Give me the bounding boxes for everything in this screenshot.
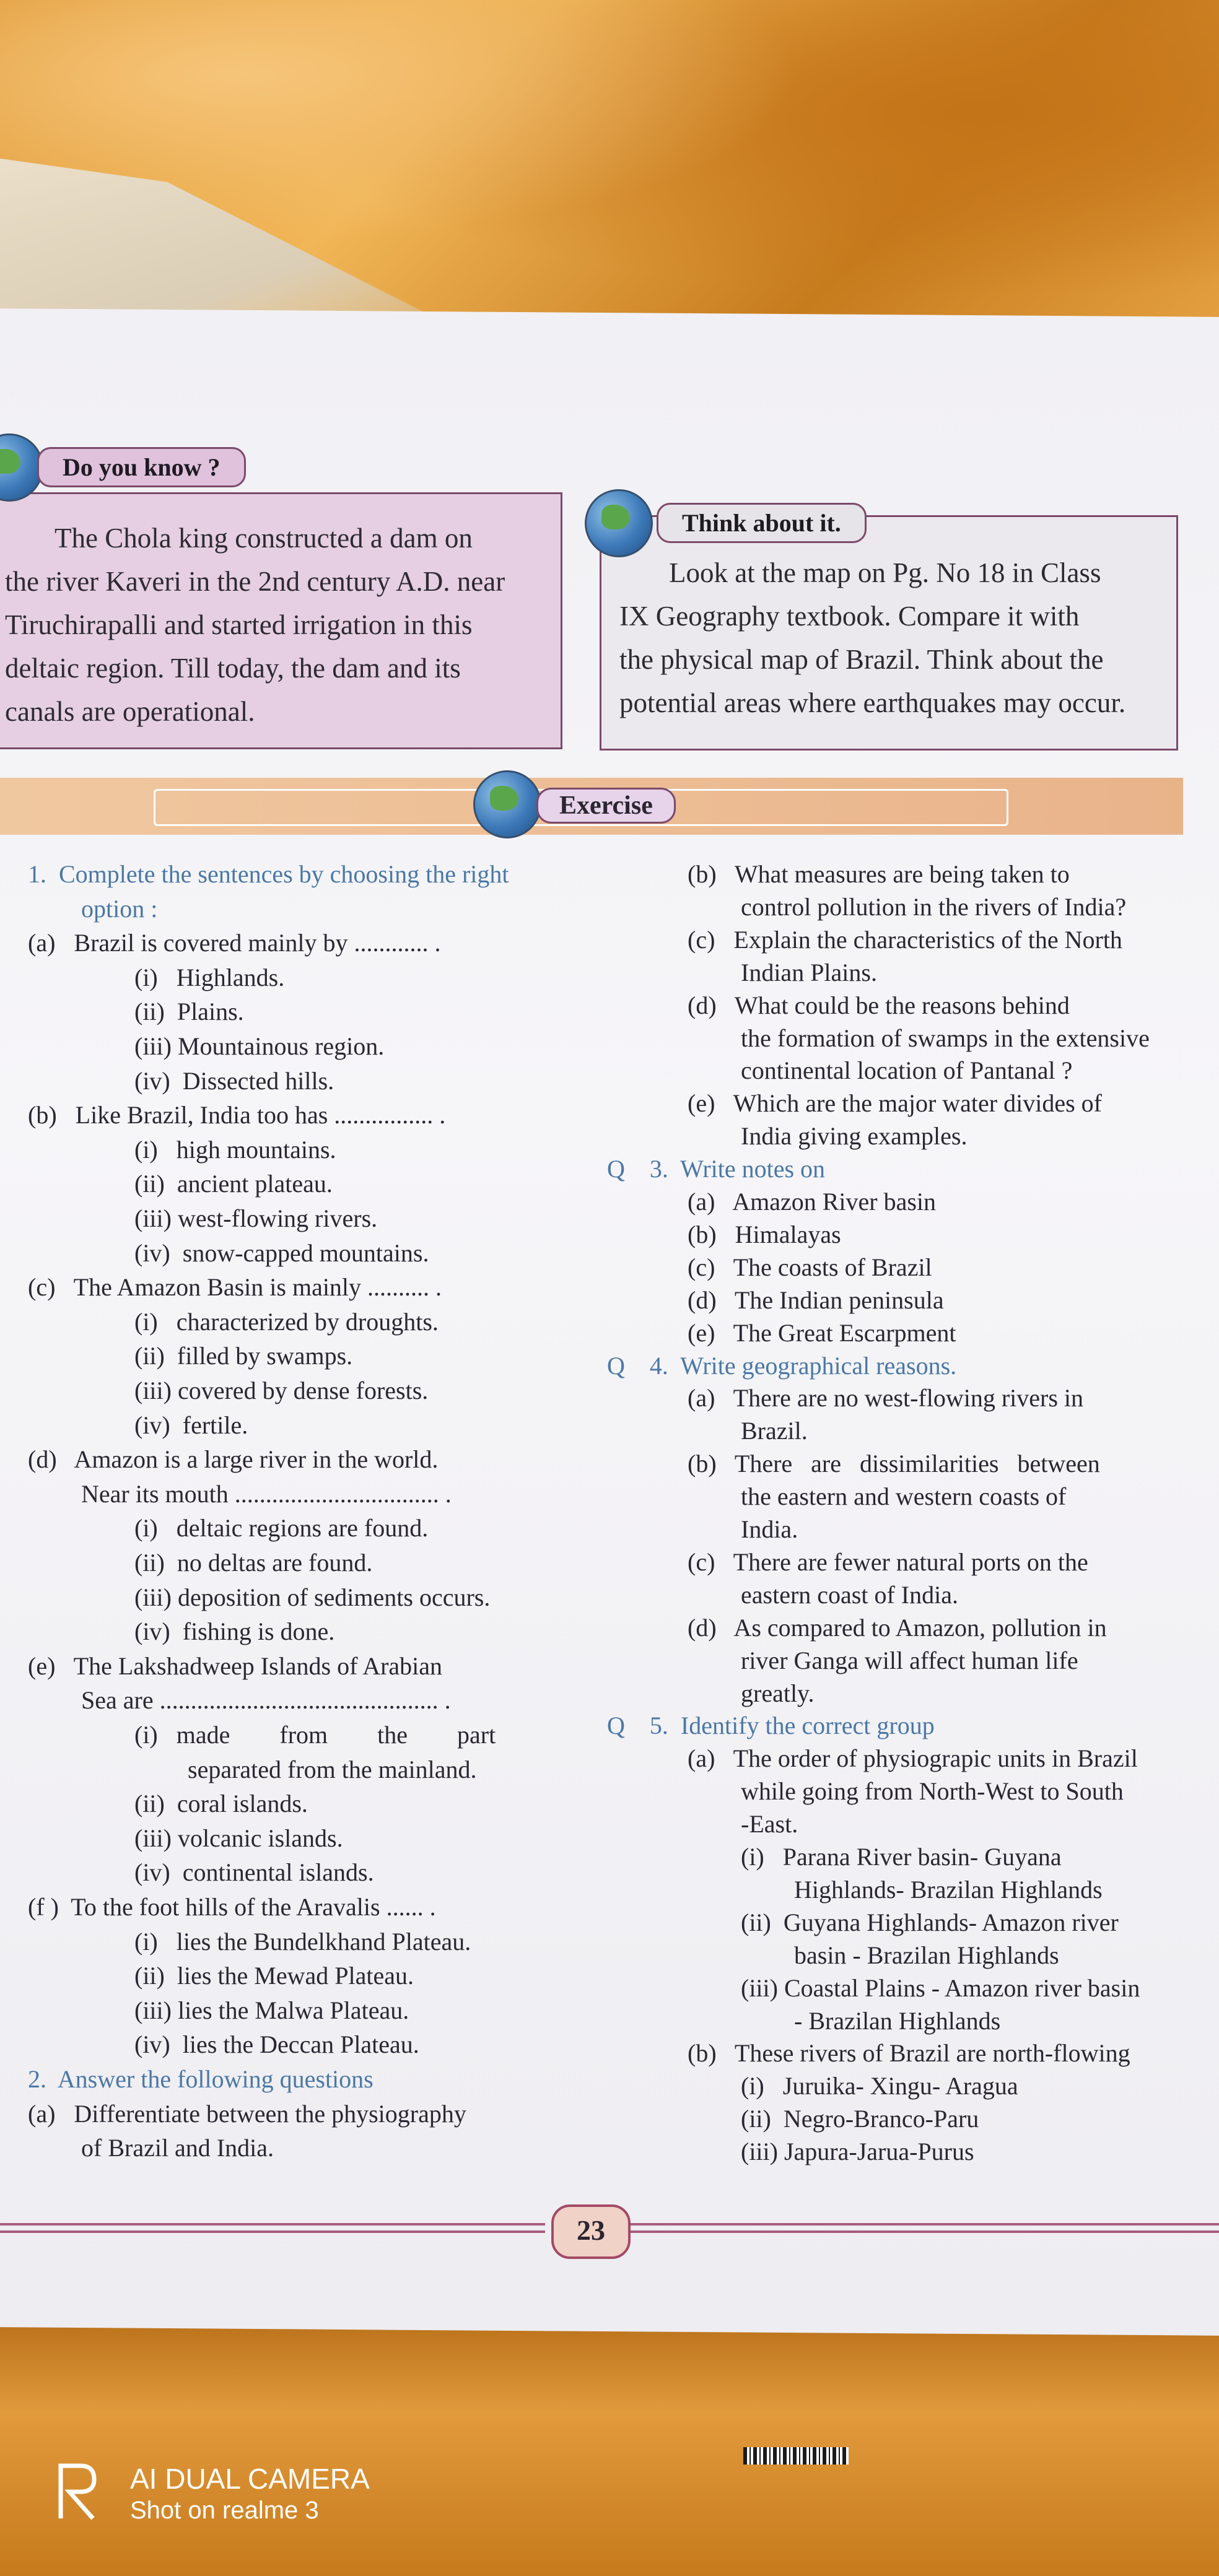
barcode-sticker: [743, 2447, 849, 2465]
footer-rule-left: [0, 2223, 545, 2226]
do-you-know-title: Do you know ?: [37, 447, 246, 487]
question-line: eastern coast of India.: [741, 1580, 958, 1609]
question-line: while going from North-West to South: [741, 1777, 1124, 1806]
question-line: -East.: [741, 1810, 798, 1838]
question-line: (i) high mountains.: [134, 1135, 336, 1164]
question-line: the eastern and western coasts of: [741, 1482, 1067, 1511]
box-text-line: IX Geography textbook. Compare it with: [619, 601, 1080, 632]
footer-rule-left-2: [0, 2230, 545, 2233]
question-line: continental location of Pantanal ?: [741, 1056, 1073, 1085]
box-text-line: Look at the map on Pg. No 18 in Class: [669, 557, 1101, 588]
question-line: (iv) fertile.: [134, 1411, 248, 1439]
question-line: (i) Parana River basin- Guyana: [741, 1843, 1062, 1871]
question-line: (d) Amazon is a large river in the world.: [28, 1445, 439, 1474]
question-line: (i) Juruika- Xingu- Aragua: [741, 2072, 1018, 2100]
question-line: (a) Differentiate between the physiography: [28, 2099, 466, 2128]
question-line: (iv) continental islands.: [134, 1858, 374, 1887]
question-line: river Ganga will affect human life: [741, 1646, 1078, 1674]
question-line: (i) Highlands.: [134, 963, 285, 991]
question-heading: 2. Answer the following questions: [28, 2065, 374, 2093]
question-line: (e) The Lakshadweep Islands of Arabian: [28, 1651, 443, 1680]
realme-logo-icon: [56, 2460, 99, 2522]
question-line: Near its mouth ................................. .: [81, 1479, 452, 1508]
question-line: (iii) covered by dense forests.: [134, 1377, 429, 1404]
question-line: (i) deltaic regions are found.: [134, 1514, 429, 1543]
question-line: Indian Plains.: [741, 958, 877, 986]
box-text-line: The Chola king constructed a dam on: [55, 523, 473, 554]
question-line: (iv) snow-capped mountains.: [134, 1238, 429, 1267]
watermark-device: Shot on realme 3: [130, 2497, 319, 2524]
question-line: (iii) west-flowing rivers.: [134, 1204, 378, 1232]
question-line: Highlands- Brazilan Highlands: [794, 1875, 1103, 1904]
question-line: (b) Like Brazil, India too has ................ .: [28, 1101, 446, 1129]
question-line: basin - Brazilan Highlands: [794, 1941, 1059, 1969]
question-line: (i) made from the part: [134, 1721, 496, 1749]
question-line: (iv) Dissected hills.: [134, 1066, 334, 1095]
question-line: (iii) Coastal Plains - Amazon river basin: [741, 1973, 1140, 2002]
globe-reading-icon: [473, 770, 541, 838]
question-line: the formation of swamps in the extensive: [741, 1024, 1150, 1052]
question-line: (ii) Negro-Branco-Paru: [741, 2105, 979, 2133]
question-line: (ii) Guyana Highlands- Amazon river: [741, 1908, 1119, 1936]
question-line: (ii) coral islands.: [134, 1790, 308, 1818]
watermark-camera: AI DUAL CAMERA: [130, 2463, 370, 2495]
question-line: (iii) Mountainous region.: [134, 1032, 385, 1060]
page-number: 23: [551, 2204, 631, 2259]
question-line: (ii) Plains.: [134, 998, 244, 1026]
question-line: (d) As compared to Amazon, pollution in: [688, 1613, 1107, 1642]
footer-rule-right: [631, 2223, 1219, 2226]
question-heading: Q 5. Identify the correct group: [607, 1712, 935, 1740]
question-line: (iii) Japura-Jarua-Purus: [741, 2138, 974, 2166]
do-you-know-text: [5, 516, 550, 733]
question-line: India.: [741, 1515, 798, 1543]
question-line: (a) Brazil is covered mainly by ............ .: [28, 929, 441, 957]
question-line: (iv) fishing is done.: [134, 1617, 335, 1646]
question-line: (a) There are no west-flowing rivers in: [688, 1384, 1084, 1412]
question-line: Brazil.: [741, 1417, 808, 1445]
question-line: (i) characterized by droughts.: [134, 1307, 439, 1336]
box-text-line: Tiruchirapalli and started irrigation in this: [5, 609, 473, 640]
question-line: - Brazilan Highlands: [794, 2006, 1001, 2035]
question-line: Sea are ............................................. .: [81, 1686, 451, 1715]
question-line: (e) The Great Escarpment: [688, 1318, 956, 1347]
question-heading: Q 4. Write geographical reasons.: [607, 1351, 957, 1380]
question-line: (iii) volcanic islands.: [134, 1824, 343, 1852]
question-line: India giving examples.: [741, 1122, 968, 1151]
question-line: (c) The coasts of Brazil: [688, 1253, 932, 1281]
think-about-it-title: Think about it.: [657, 503, 867, 543]
question-line: (a) The order of physiograpic units in Brazil: [688, 1744, 1138, 1773]
question-line: (d) What could be the reasons behind: [688, 991, 1070, 1019]
question-line: (i) lies the Bundelkhand Plateau.: [134, 1927, 471, 1956]
box-text-line: canals are operational.: [5, 696, 255, 727]
question-line: greatly.: [741, 1679, 815, 1707]
question-line: control pollution in the rivers of India?: [741, 892, 1127, 921]
question-line: (b) What measures are being taken to: [688, 860, 1070, 888]
question-line: (e) Which are the major water divides of: [688, 1089, 1102, 1118]
think-about-it-text: [619, 551, 1171, 724]
question-line: (c) The Amazon Basin is mainly .......... .: [28, 1273, 442, 1302]
question-line: (c) Explain the characteristics of the North: [688, 925, 1122, 954]
question-line: (b) Himalayas: [688, 1220, 841, 1248]
question-line: (b) There are dissimilarities between: [688, 1450, 1100, 1478]
globe-thinking-icon: [585, 489, 653, 557]
question-line: (ii) ancient plateau.: [134, 1170, 333, 1198]
background-table: [0, 2304, 1219, 2576]
question-heading: option :: [81, 894, 158, 923]
question-line: (ii) filled by swamps.: [134, 1342, 353, 1370]
exercise-title: Exercise: [536, 788, 676, 824]
question-line: of Brazil and India.: [81, 2134, 274, 2162]
question-line: (ii) no deltas are found.: [134, 1549, 373, 1577]
question-line: (iii) deposition of sediments occurs.: [134, 1583, 491, 1611]
box-text-line: potential areas where earthquakes may occur.: [619, 687, 1126, 718]
question-line: (c) There are fewer natural ports on the: [688, 1547, 1088, 1576]
box-text-line: deltaic region. Till today, the dam and its: [5, 653, 461, 684]
question-line: (iv) lies the Deccan Plateau.: [134, 2030, 419, 2059]
footer-rule-right-2: [631, 2230, 1219, 2233]
question-heading: Q 3. Write notes on: [607, 1155, 826, 1183]
question-line: (d) The Indian peninsula: [688, 1286, 944, 1314]
question-line: (iii) lies the Malwa Plateau.: [134, 1996, 409, 2024]
question-line: (a) Amazon River basin: [688, 1188, 936, 1216]
question-line: separated from the mainland.: [188, 1755, 477, 1783]
question-line: (f ) To the foot hills of the Aravalis ...... .: [28, 1893, 436, 1921]
question-line: (b) These rivers of Brazil are north-flowing: [688, 2039, 1130, 2068]
box-text-line: the physical map of Brazil. Think about the: [619, 644, 1104, 675]
box-text-line: the river Kaveri in the 2nd century A.D. near: [5, 566, 505, 597]
question-heading: 1. Complete the sentences by choosing the right: [28, 860, 509, 888]
question-line: (ii) lies the Mewad Plateau.: [134, 1962, 414, 1990]
